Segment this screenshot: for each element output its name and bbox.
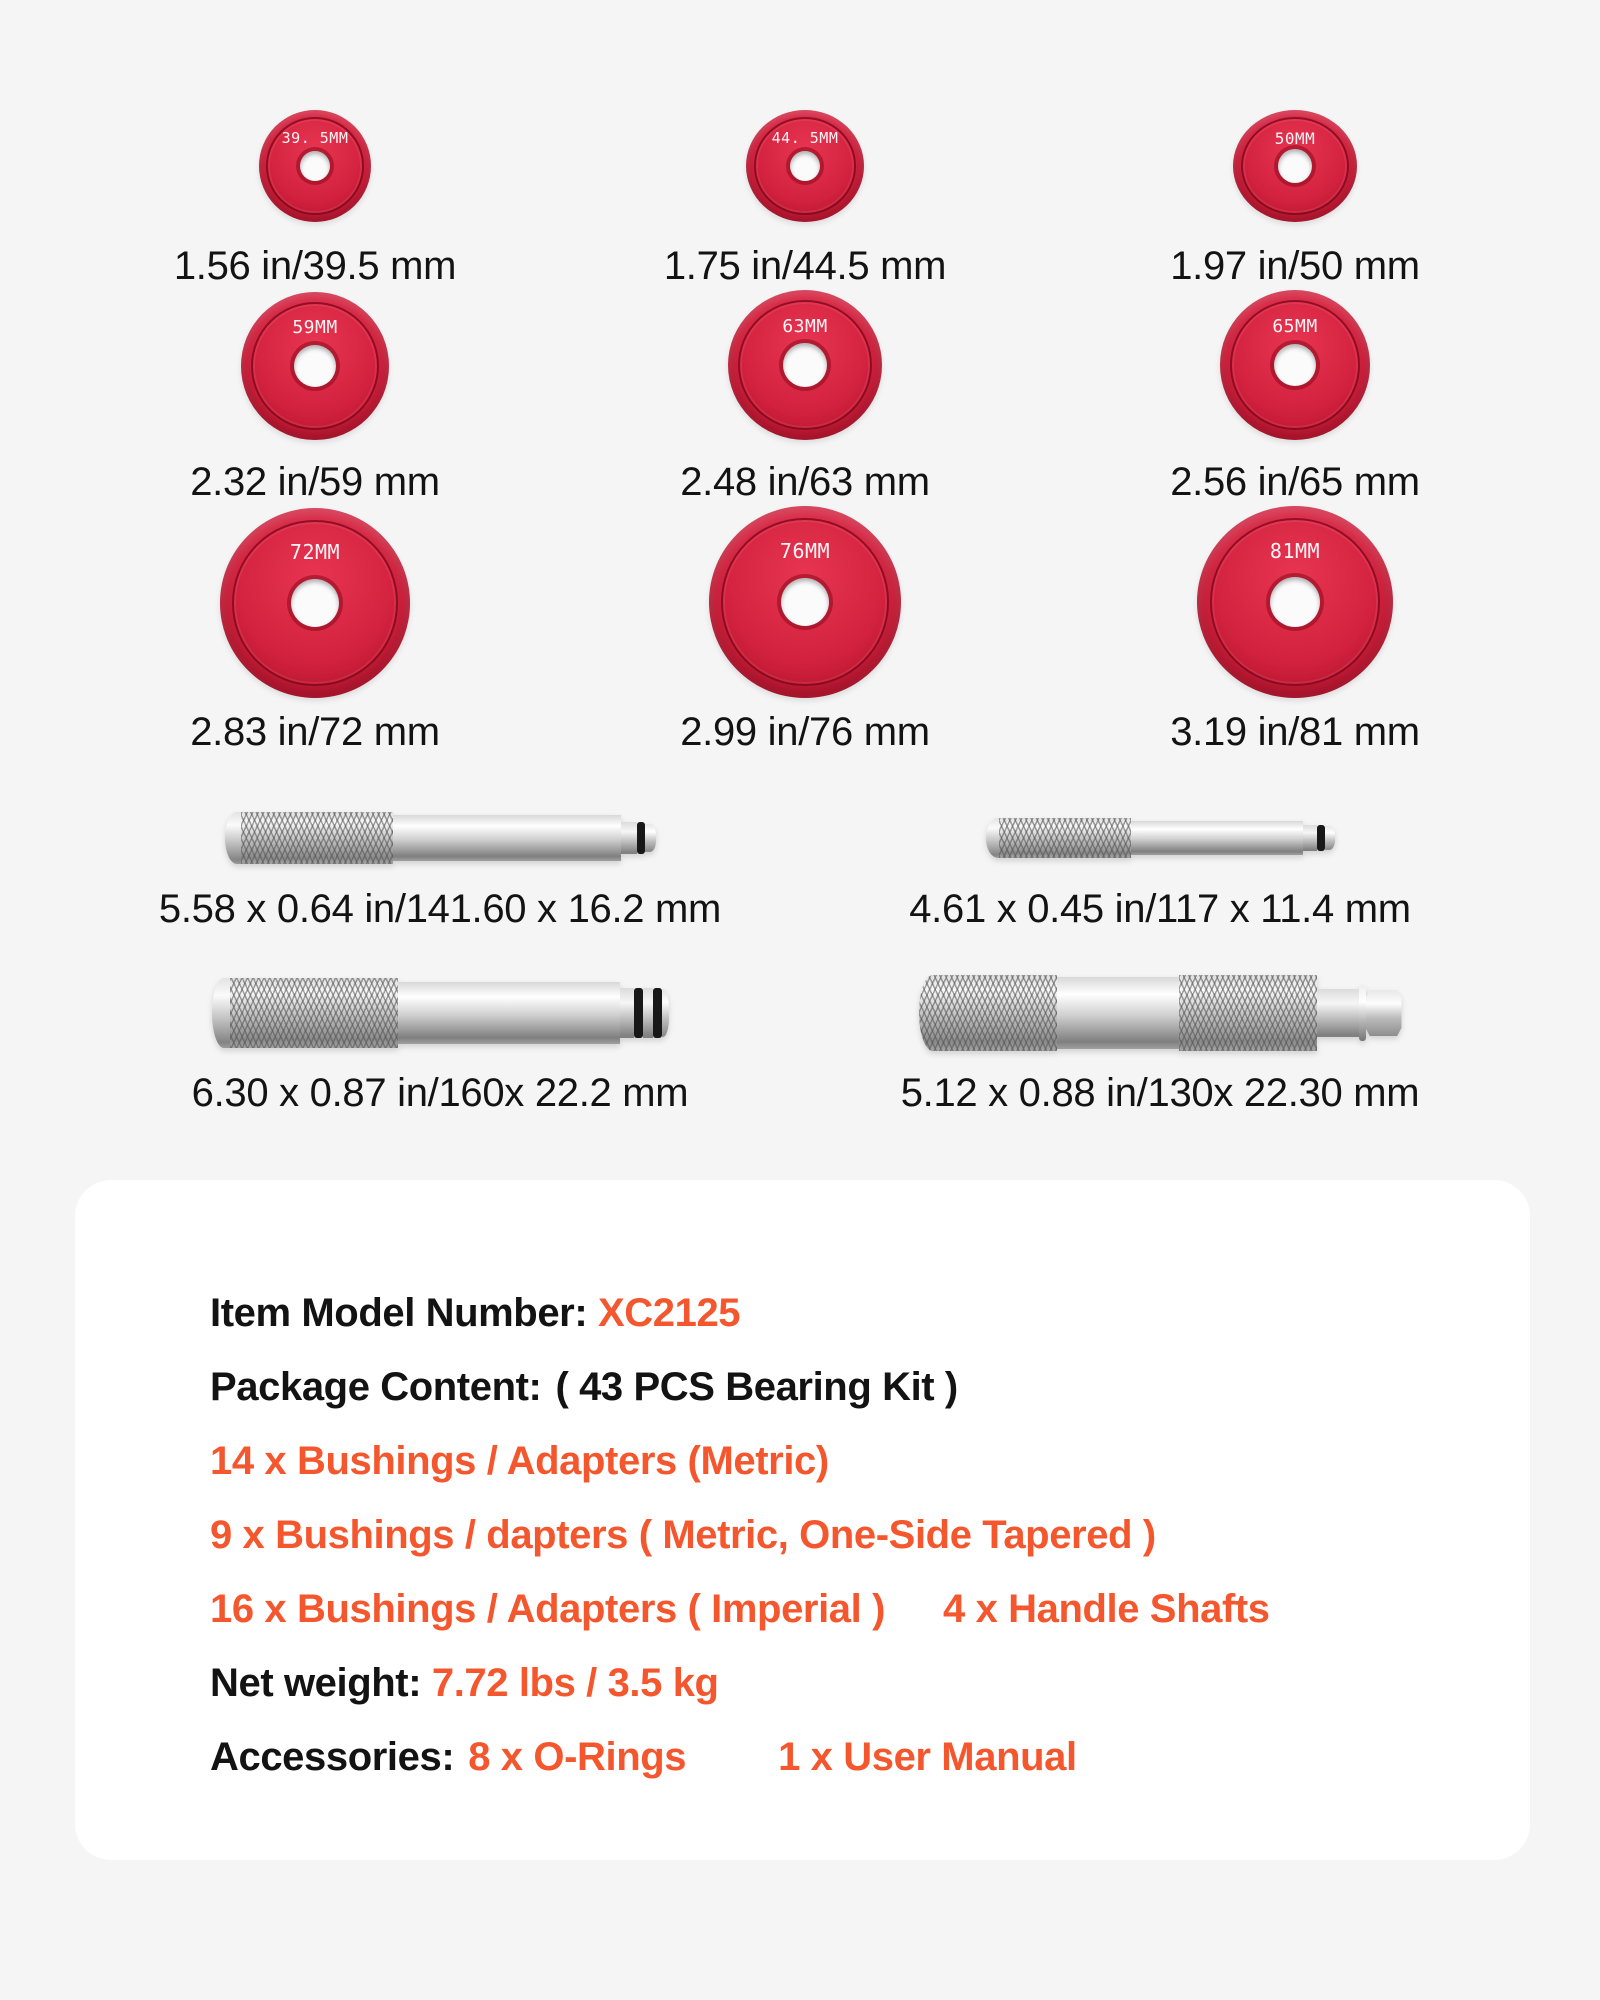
disc-caption: 3.19 in/81 mm (1170, 710, 1420, 754)
disc-caption: 2.56 in/65 mm (1170, 460, 1420, 504)
disc-caption: 1.56 in/39.5 mm (173, 244, 457, 288)
shaft-caption: 5.12 x 0.88 in/130x 22.30 mm (900, 1071, 1420, 1115)
o-ring (1317, 825, 1325, 851)
net-weight-value: 7.72 lbs / 3.5 kg (431, 1661, 719, 1705)
disc-row-1 (0, 110, 1600, 290)
spec-panel (75, 1180, 1530, 1860)
spec-line-imperial (210, 1572, 1470, 1646)
bushing-disc-image (1220, 290, 1370, 440)
o-ring (637, 822, 645, 854)
disc-item (1050, 506, 1540, 756)
handle-shaft-image (986, 818, 1335, 858)
shaft-caption: 4.61 x 0.45 in/117 x 11.4 mm (909, 887, 1411, 931)
disc-size-stamp: 44. 5MM (771, 129, 839, 148)
handle-shaft-image (225, 812, 656, 864)
disc-item (70, 110, 560, 290)
disc-caption: 2.99 in/76 mm (680, 710, 930, 754)
spec-line-metric (210, 1424, 1470, 1498)
package-content-label: Package Content: (210, 1365, 542, 1409)
disc-caption: 2.48 in/63 mm (680, 460, 930, 504)
hex-nut (1366, 990, 1402, 1036)
shaft-row-1 (80, 810, 1520, 933)
package-content-value: ( 43 PCS Bearing Kit ) (555, 1365, 958, 1409)
spec-line-net-weight (210, 1646, 1470, 1720)
accessories-label: Accessories: (210, 1735, 455, 1779)
disc-caption: 2.83 in/72 mm (190, 710, 440, 754)
spec-line-accessories (210, 1720, 1470, 1794)
handle-shaft-image (212, 978, 669, 1048)
spec-line-item-model (210, 1276, 1470, 1350)
item-model-value: XC2125 (598, 1291, 741, 1335)
shaft-caption: 5.58 x 0.64 in/141.60 x 16.2 mm (158, 887, 722, 931)
spec-line-tapered (210, 1498, 1470, 1572)
item-model-label: Item Model Number: (210, 1291, 598, 1335)
disc-item (560, 290, 1050, 506)
disc-item (1050, 290, 1540, 506)
disc-size-stamp: 39. 5MM (281, 129, 349, 148)
spec-line-package-content (210, 1350, 1470, 1424)
bushing-disc-image (220, 508, 410, 698)
disc-caption: 1.75 in/44.5 mm (663, 244, 947, 288)
imperial-bushings-text: 16 x Bushings / Adapters ( Imperial ) (210, 1587, 886, 1631)
disc-size-stamp: 76MM (779, 538, 831, 563)
shaft-item (800, 810, 1520, 933)
accessories-orings: 8 x O-Rings (468, 1735, 687, 1779)
disc-item (70, 290, 560, 506)
bushing-disc-image (709, 506, 901, 698)
tapered-bushings-text: 9 x Bushings / dapters ( Metric, One-Side Tapered ) (210, 1513, 1156, 1557)
disc-caption: 1.97 in/50 mm (1170, 244, 1420, 288)
disc-size-stamp: 63MM (782, 315, 828, 337)
shaft-item (80, 975, 800, 1117)
net-weight-label: Net weight: (210, 1661, 432, 1705)
disc-item (560, 110, 1050, 290)
o-ring (634, 988, 643, 1038)
disc-size-stamp: 59MM (292, 317, 338, 339)
bushing-disc-image (241, 292, 389, 440)
disc-size-stamp: 72MM (289, 540, 341, 565)
shaft-row-2 (80, 975, 1520, 1117)
disc-size-stamp: 65MM (1272, 315, 1318, 337)
bushing-disc-image (746, 110, 864, 222)
disc-item (1050, 110, 1540, 290)
disc-size-stamp: 50MM (1274, 129, 1316, 149)
disc-item (70, 506, 560, 756)
handle-shaft-image (919, 975, 1402, 1051)
shaft-item (80, 810, 800, 933)
shaft-grid (0, 810, 1600, 1117)
disc-item (560, 506, 1050, 756)
disc-row-2 (0, 290, 1600, 506)
disc-caption: 2.32 in/59 mm (190, 460, 440, 504)
bushing-disc-image (1233, 110, 1357, 222)
bushing-disc-image (259, 110, 371, 222)
disc-grid (0, 0, 1600, 756)
metric-bushings-text: 14 x Bushings / Adapters (Metric) (210, 1439, 829, 1483)
shaft-caption: 6.30 x 0.87 in/160x 22.2 mm (191, 1071, 689, 1115)
accessories-manual: 1 x User Manual (778, 1735, 1077, 1779)
bushing-disc-image (728, 290, 882, 440)
o-ring (653, 988, 662, 1038)
shaft-item (800, 975, 1520, 1117)
disc-size-stamp: 81MM (1269, 538, 1321, 563)
bushing-disc-image (1197, 506, 1393, 698)
handle-shafts-text: 4 x Handle Shafts (943, 1587, 1270, 1631)
disc-row-3 (0, 506, 1600, 756)
